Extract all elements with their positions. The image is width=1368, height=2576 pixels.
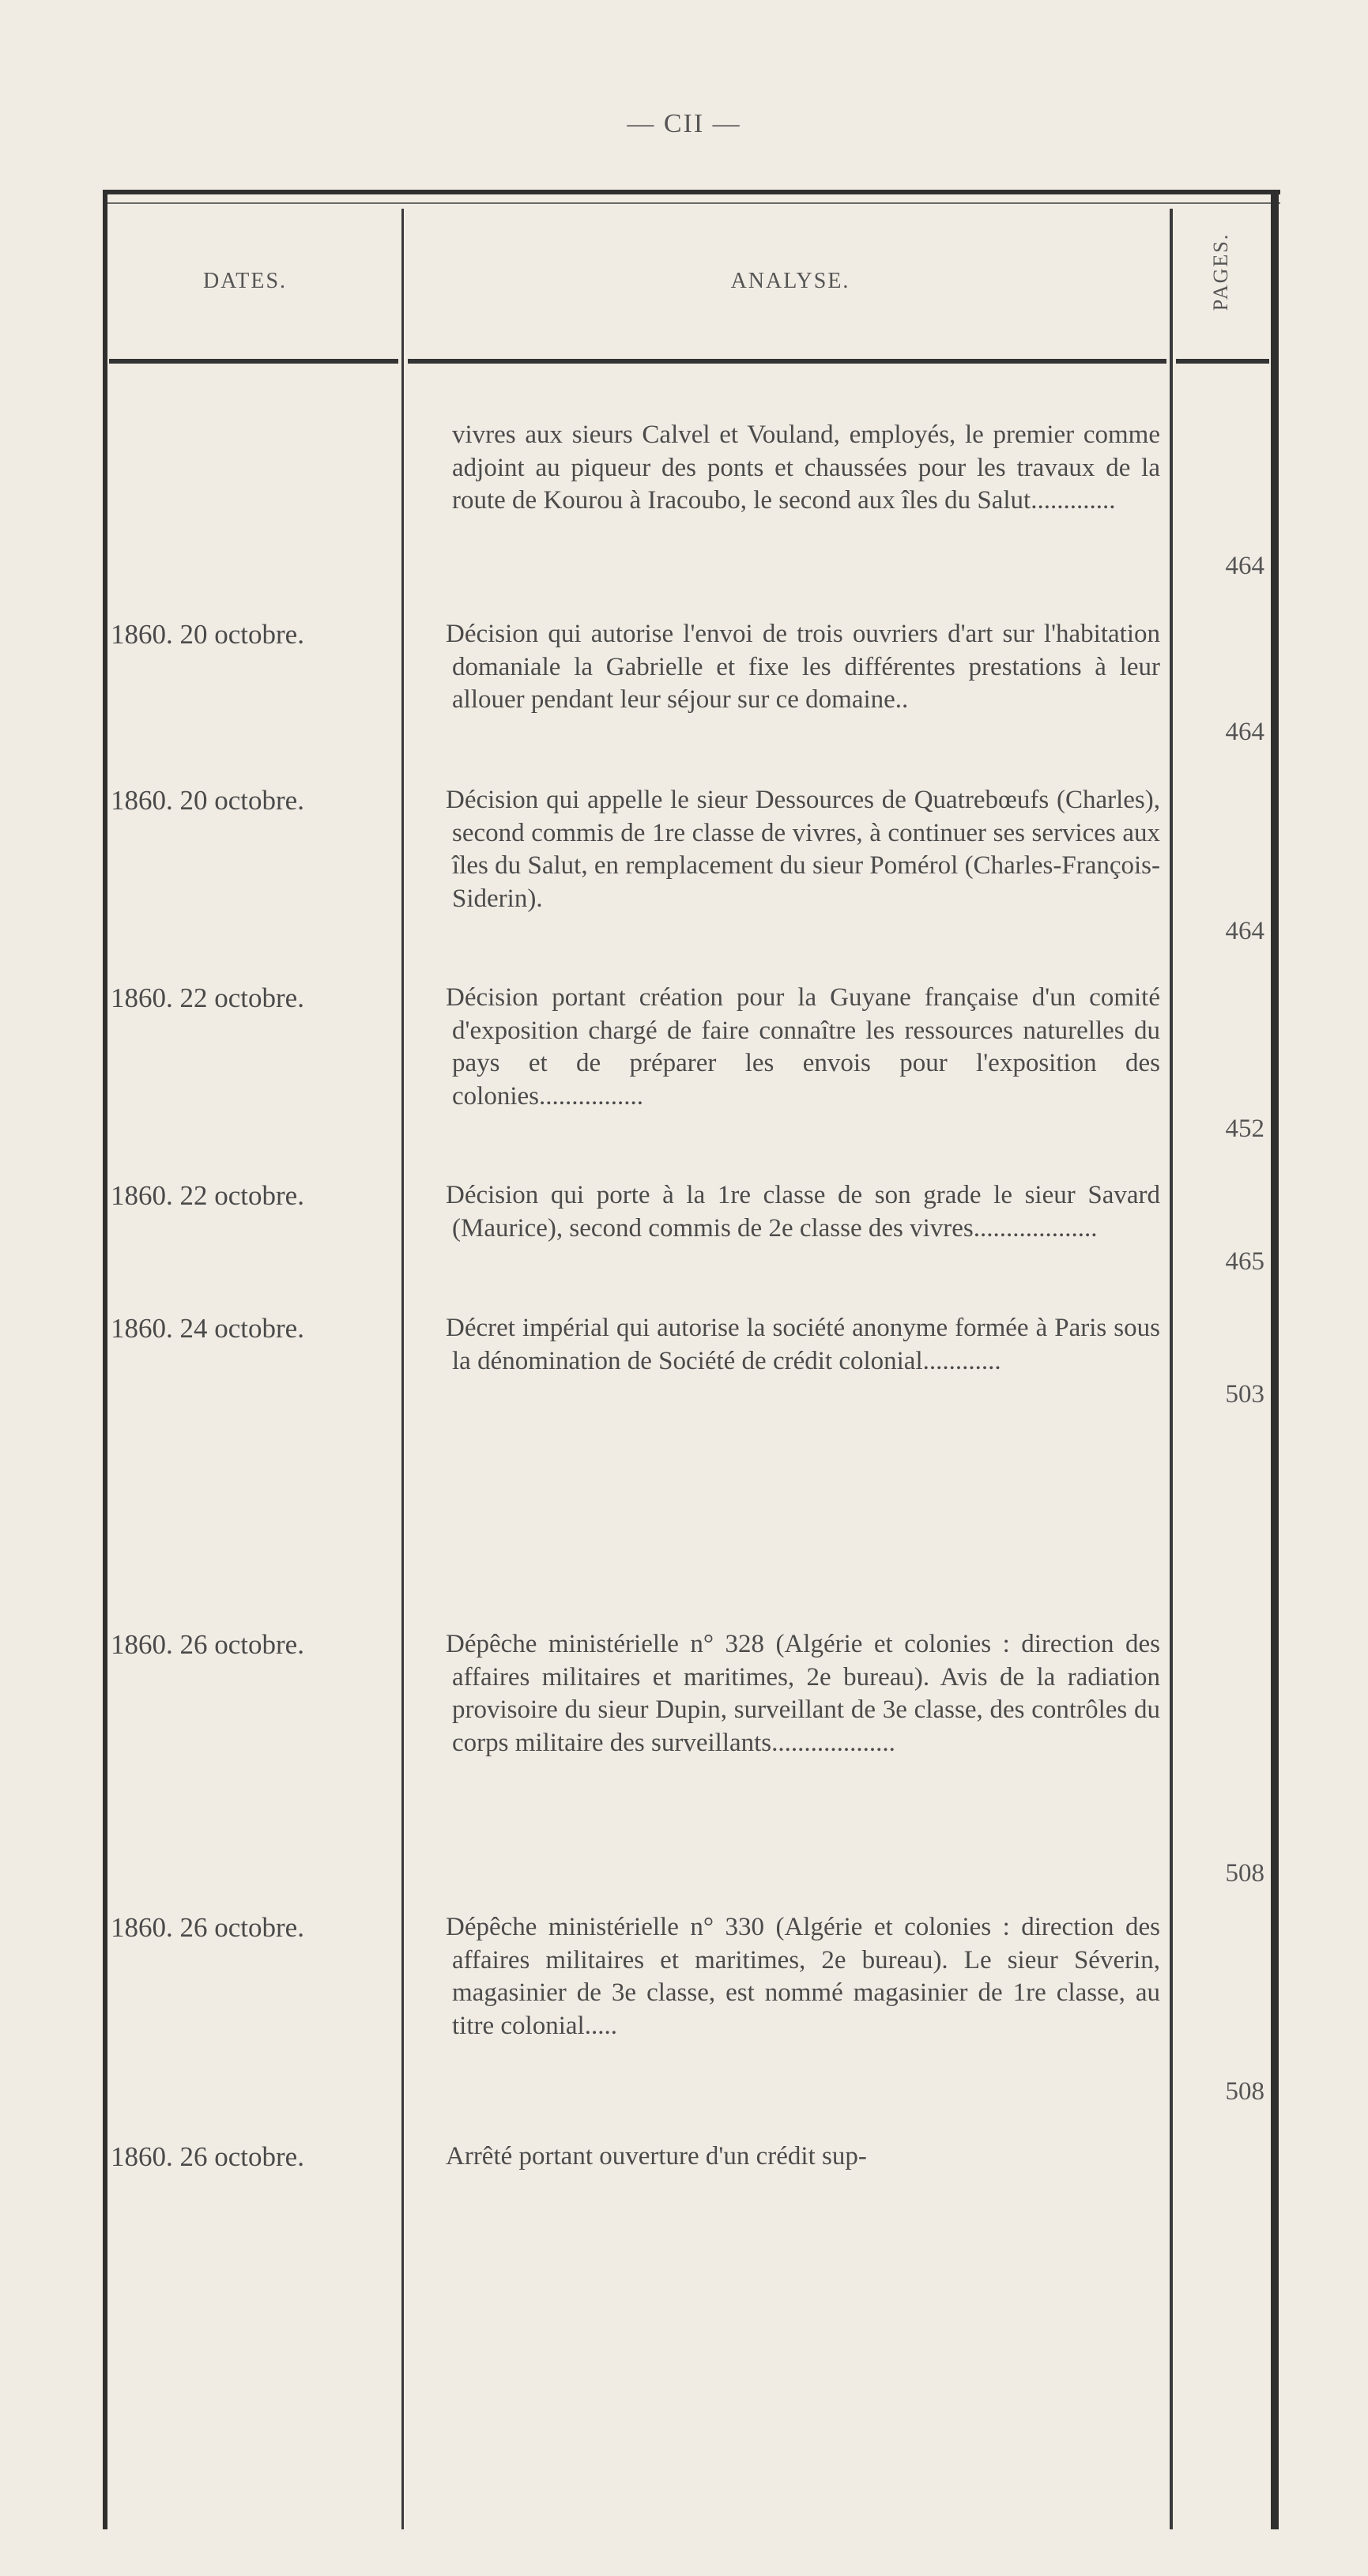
table-left-border	[103, 190, 107, 1518]
entry-date: 1860. 22 octobre.	[111, 983, 304, 1013]
entry-page: 464	[1225, 917, 1264, 945]
entry-page: 465	[1225, 1247, 1264, 1276]
entry-date: 1860. 24 octobre.	[111, 1313, 304, 1344]
chronological-table	[103, 190, 1280, 1518]
entry-analysis: Décret impérial qui autorise la société anonyme formée à Paris sous la dénomination de Société de crédit colonial............	[446, 1314, 1160, 1375]
entry-analysis: Arrêté portant ouverture d'un crédit sup-	[446, 2142, 867, 2171]
column-header-pages: PAGES.	[1209, 232, 1232, 311]
entry-analysis: Dépêche ministérielle n° 330 (Algérie et colonies : direction des affaires militaires et maritimes, 2e bureau). Le sieur Séverin, magasinier de 3e classe, est nommé magasinier de 1re classe, au titre colonial.....	[446, 1913, 1160, 2040]
entry-page: 452	[1225, 1115, 1264, 1143]
column-separator-dates	[401, 1518, 404, 2529]
entry-analysis: Dépêche ministérielle n° 328 (Algérie et colonies : direction des affaires militaires et maritimes, 2e bureau). Avis de la radiation provisoire du sieur Dupin, surveillant de 3e classe, des contrôles du corps militaire des surveillants...................	[446, 1630, 1160, 1757]
entry-analysis: Décision portant création pour la Guyane française d'un comité d'exposition chargé de faire connaître les ressources naturelles du pays et de préparer les envois pour l'exposition des colonies................	[446, 983, 1160, 1111]
column-header-analyse: ANALYSE.	[730, 269, 850, 293]
entry-date: 1860. 26 octobre.	[111, 1912, 304, 1943]
table-left-border	[103, 1518, 107, 2529]
table-top-border	[103, 190, 1280, 194]
entry-page: 508	[1225, 1859, 1264, 1888]
column-separator-pages	[1170, 1518, 1173, 2529]
chronological-table-continued	[103, 1518, 1280, 2529]
entry-page: 464	[1225, 552, 1264, 580]
header-rule-pages	[1176, 359, 1269, 364]
table-right-border	[1271, 190, 1279, 1518]
page-number: — CII —	[627, 109, 741, 138]
table-right-border	[1271, 1518, 1279, 2529]
entry-analysis: vivres aux sieurs Calvel et Vouland, employés, le premier comme adjoint au piqueur des ponts et chaussées pour les travaux de la route de Kourou à Iracoubo, le second aux îles du Salut.............	[452, 421, 1160, 515]
header-rule-dates	[109, 359, 398, 364]
entry-analysis: Décision qui porte à la 1re classe de son grade le sieur Savard (Maurice), second commis de 2e classe des vivres...................	[446, 1181, 1160, 1243]
entry-date: 1860. 22 octobre.	[111, 1180, 304, 1211]
column-separator-pages	[1170, 209, 1173, 1518]
entry-date: 1860. 26 octobre.	[111, 2141, 304, 2172]
entry-date: 1860. 20 octobre.	[111, 619, 304, 650]
entry-page: 508	[1225, 2077, 1264, 2106]
header-rule-analyse	[408, 359, 1166, 364]
entry-analysis: Décision qui appelle le sieur Dessources de Quatrebœufs (Charles), second commis de 1re classe de vivres, à continuer ses services aux îles du Salut, en remplacement du sieur Pomérol (Charles-François-Siderin).	[446, 786, 1160, 913]
entry-date: 1860. 26 octobre.	[111, 1629, 304, 1660]
column-header-pages-cell	[1178, 224, 1264, 319]
column-header-dates: DATES.	[202, 269, 288, 293]
entry-date: 1860. 20 octobre.	[111, 785, 304, 816]
entry-analysis: Décision qui autorise l'envoi de trois ouvriers d'art sur l'habitation domaniale la Gabrielle et fixe les différentes prestations à leur allouer pendant leur séjour sur ce domaine..	[446, 620, 1160, 714]
entry-page: 503	[1225, 1380, 1264, 1409]
table-top-inner-border	[103, 202, 1280, 204]
entry-page: 464	[1225, 718, 1264, 746]
